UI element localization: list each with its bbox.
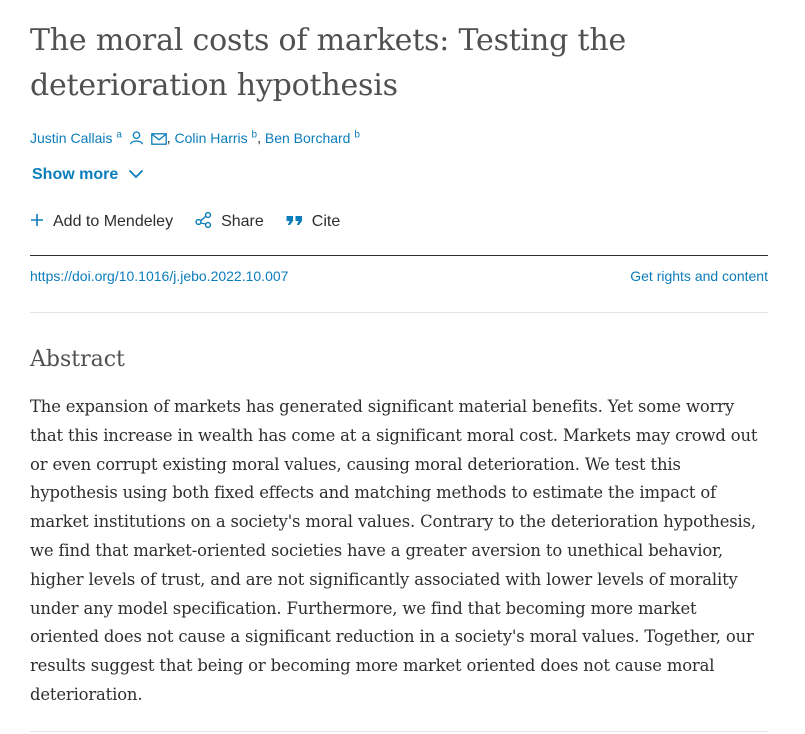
abstract-text: The expansion of markets has generated significant material benefits. Yet some worry that this increase in wealth has come at a significant moral cost. Markets may crowd out or even corrupt existing moral values, causing moral deterioration. We test this hypothesis using both fixed effects and matching methods to estimate the impact of market institutions on a society's moral values. Contrary to the deterioration hypothesis, we find that market-oriented societies have a greater aversion to unethical behavior, higher levels of trust, and are not significantly associated with lower levels of morality under any model specification. Furthermore, we find that becoming more market oriented does not cause a significant reduction in a society's moral values. Together, our results suggest that being or becoming more market oriented does not cause moral deterioration. (30, 397, 758, 704)
author-list: Justin Callais $^a$ , Colin Harris $^b$, Ben Borchard $^b$ (30, 129, 360, 146)
author-link[interactable]: Colin Harris $^b$ (174, 129, 258, 146)
cite-button[interactable] (286, 211, 340, 233)
article-actions (30, 211, 340, 233)
share-label: Share (221, 213, 264, 230)
share-icon (195, 211, 212, 233)
author-link[interactable]: Justin Callais $^a$ (30, 129, 122, 146)
article-title: The moral costs of markets: Testing the deterioration hypothesis (30, 23, 627, 103)
divider (30, 312, 768, 313)
plus-icon (30, 213, 44, 232)
abstract-heading: Abstract (30, 347, 125, 372)
chevron-down-icon (128, 166, 144, 184)
show-more-label: Show more (32, 166, 119, 183)
author-link[interactable]: Ben Borchard $^b$ (264, 129, 360, 146)
envelope-icon[interactable] (151, 132, 167, 148)
quote-icon (286, 213, 303, 231)
divider (30, 731, 768, 732)
get-rights-link[interactable]: Get rights and content (630, 268, 768, 284)
mendeley-label: Add to Mendeley (53, 213, 174, 230)
cite-label: Cite (311, 213, 341, 230)
show-more-button[interactable] (32, 166, 144, 184)
add-to-mendeley-button[interactable] (30, 211, 173, 233)
share-button[interactable] (195, 211, 264, 233)
doi-link[interactable]: https://doi.org/10.1016/j.jebo.2022.10.007 (30, 268, 289, 284)
person-icon[interactable] (129, 131, 144, 148)
divider (30, 255, 768, 256)
